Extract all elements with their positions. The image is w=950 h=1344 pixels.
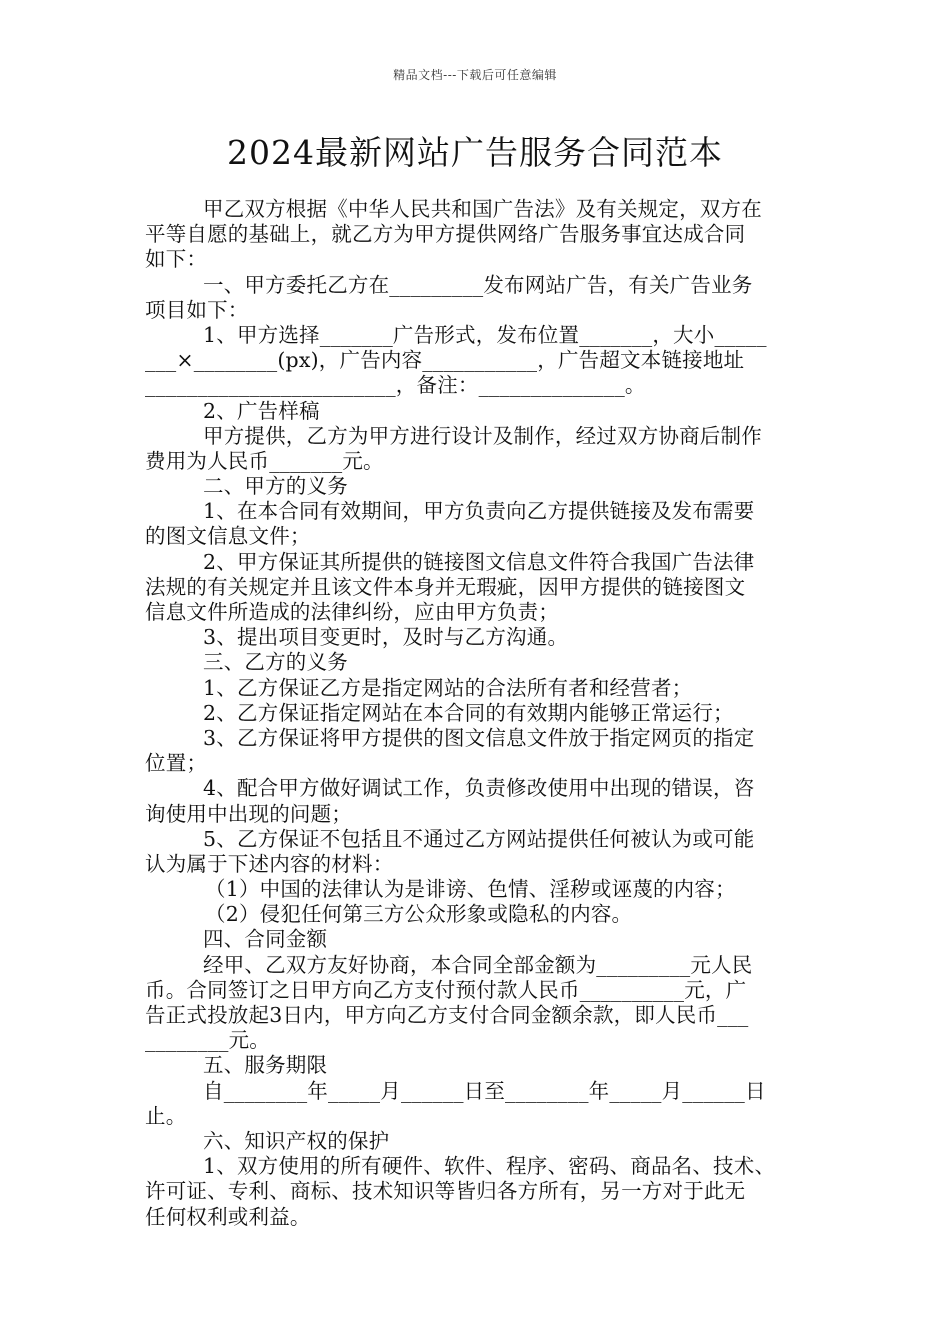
text-line: 许可证、专利、商标、技术知识等皆归各方所有，另一方对于此无 — [145, 1179, 746, 1204]
text-line: 2、广告样稿 — [203, 398, 320, 423]
text-line: 甲乙双方根据《中华人民共和国广告法》及有关规定，双方在 — [203, 197, 762, 221]
text-line: 甲方提供，乙方为甲方进行设计及制作，经过双方协商后制作 — [203, 423, 762, 448]
text-line: 4、配合甲方做好调试工作，负责修改使用中出现的错误，咨 — [203, 776, 755, 801]
text-line: 项目如下： — [145, 297, 249, 322]
text-line: 位置； — [145, 751, 208, 776]
text-line: 法规的有关规定并且该文件本身并无瑕疵，因甲方提供的链接图文 — [145, 574, 746, 599]
text-line: 1、乙方保证乙方是指定网站的合法所有者和经营者； — [203, 675, 693, 700]
text-line: 1、在本合同有效期间，甲方负责向乙方提供链接及发布需要 — [203, 499, 755, 524]
text-line: 一、甲方委托乙方在_________发布网站广告，有关广告业务 — [203, 272, 753, 297]
text-line: 告正式投放起3日内，甲方向乙方支付合同金额余款，即人民币___ — [145, 1003, 749, 1027]
text-line: 六、知识产权的保护 — [203, 1128, 390, 1153]
text-line: 3、提出项目变更时，及时与乙方沟通。 — [203, 625, 569, 650]
document-title: 2024最新网站广告服务合同范本 — [227, 133, 723, 172]
text-line: 经甲、乙双方友好协商，本合同全部金额为_________元人民 — [203, 952, 753, 977]
text-line: 3、乙方保证将甲方提供的图文信息文件放于指定网页的指定 — [203, 725, 755, 750]
text-line: ________元。 — [145, 1028, 270, 1053]
text-line: 1、甲方选择_______广告形式，发布位置_______，大小_____ — [203, 322, 767, 347]
text-line: 平等自愿的基础上，就乙方为甲方提供网络广告服务事宜达成合同 — [145, 222, 746, 247]
text-line: 止。 — [145, 1103, 187, 1128]
page-header: 精品文档---下载后可任意编辑 — [393, 68, 557, 82]
text-line: ___×________(px)，广告内容___________，广告超文本链接地址 — [145, 348, 745, 373]
text-line: ________________________，备注：______________。 — [145, 373, 646, 398]
text-line: 2、甲方保证其所提供的链接图文信息文件符合我国广告法律 — [203, 549, 755, 574]
text-line: 币。合同签订之日甲方向乙方支付预付款人民币__________元，广 — [145, 977, 747, 1002]
text-line: 二、甲方的义务 — [203, 474, 348, 499]
text-line: 五、服务期限 — [203, 1053, 328, 1078]
text-line: （2）侵犯任何第三方公众形象或隐私的内容。 — [205, 902, 633, 927]
text-line: 任何权利或利益。 — [145, 1204, 311, 1229]
text-line: （1）中国的法律认为是诽谤、色情、淫秽或诬蔑的内容； — [205, 877, 736, 902]
document-body — [145, 197, 825, 1230]
text-line: 四、合同金额 — [203, 927, 328, 952]
text-line: 信息文件所造成的法律纠纷，应由甲方负责； — [145, 600, 559, 624]
text-line: 的图文信息文件； — [145, 524, 311, 549]
text-line: 询使用中出现的问题； — [145, 801, 352, 826]
text-line: 费用为人民币_______元。 — [145, 448, 384, 473]
text-line: 认为属于下述内容的材料： — [145, 851, 394, 876]
text-line: 如下： — [145, 247, 208, 272]
text-line: 1、双方使用的所有硬件、软件、程序、密码、商品名、技术、 — [203, 1154, 776, 1179]
text-line: 自________年_____月______日至________年_____月______日 — [203, 1078, 766, 1103]
text-line: 2、乙方保证指定网站在本合同的有效期内能够正常运行； — [203, 700, 734, 725]
text-line: 5、乙方保证不包括且不通过乙方网站提供任何被认为或可能 — [203, 826, 755, 851]
text-line: 三、乙方的义务 — [203, 650, 348, 675]
